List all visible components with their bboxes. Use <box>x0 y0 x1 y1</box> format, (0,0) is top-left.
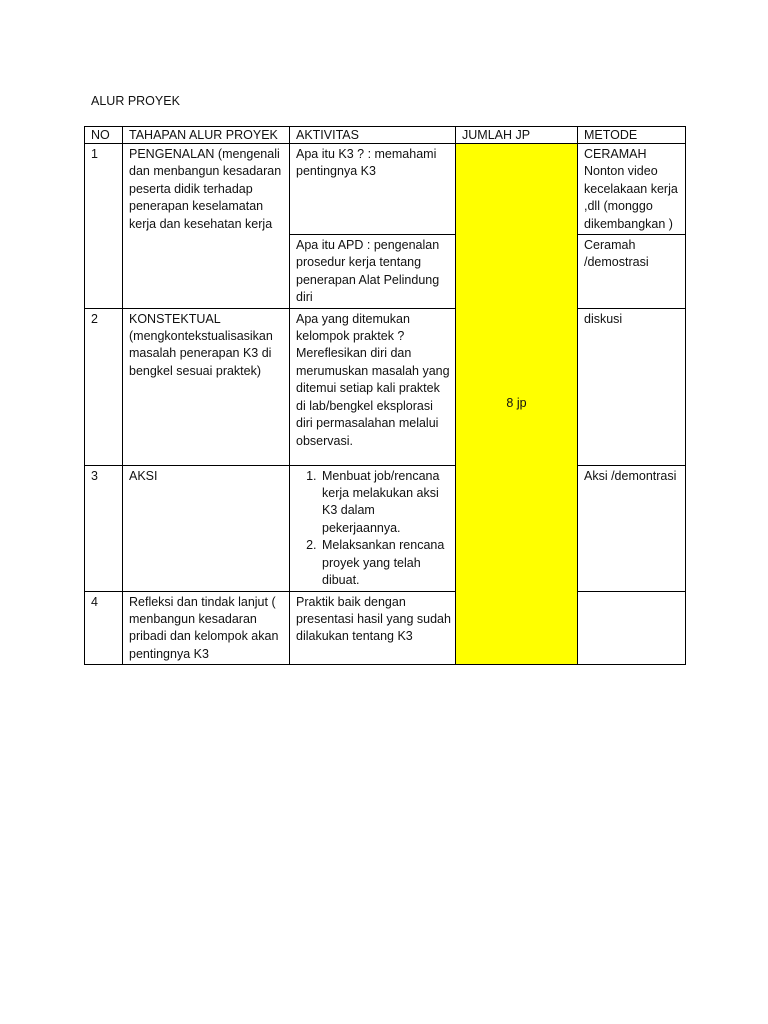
row-3-aktivitas <box>290 465 456 591</box>
row-1-aktivitas-b: Apa itu APD : pengenalan prosedur kerja tentang penerapan Alat Pelindung diri <box>290 235 456 309</box>
header-tahapan: TAHAPAN ALUR PROYEK <box>123 127 290 144</box>
row-2-tahapan: KONSTEKTUAL (mengkontekstualisasikan masalah penerapan K3 di bengkel sesuai praktek) <box>123 308 290 465</box>
header-jumlah-jp: JUMLAH JP <box>456 127 578 144</box>
row-3-aktivitas-list <box>296 468 451 590</box>
table-row <box>85 465 686 591</box>
row-1-tahapan: PENGENALAN (mengenali dan menbangun kesadaran peserta didik terhadap penerapan keselamatan kerja dan kesehatan kerja <box>123 144 290 309</box>
row-4-metode <box>578 591 686 665</box>
table-row <box>85 591 686 665</box>
project-flow-table <box>84 126 686 665</box>
row-3-metode: Aksi /demontrasi <box>578 465 686 591</box>
row-1-aktivitas-a: Apa itu K3 ? : memahami pentingnya K3 <box>290 144 456 235</box>
jumlah-jp-cell: 8 jp <box>456 144 578 665</box>
table-row <box>85 144 686 235</box>
header-no: NO <box>85 127 123 144</box>
list-item: 1. Menbuat job/rencana kerja melakukan aksi K3 dalam pekerjaannya. <box>320 468 451 538</box>
row-1-metode-a: CERAMAH Nonton video kecelakaan kerja ,dll (monggo dikembangkan ) <box>578 144 686 235</box>
document-title: ALUR PROYEK <box>91 94 180 108</box>
row-1-no: 1 <box>85 144 123 309</box>
header-metode: METODE <box>578 127 686 144</box>
row-3-tahapan: AKSI <box>123 465 290 591</box>
row-4-tahapan: Refleksi dan tindak lanjut ( menbangun kesadaran pribadi dan kelompok akan pentingnya K3 <box>123 591 290 665</box>
table-header-row <box>85 127 686 144</box>
table-row <box>85 308 686 465</box>
row-4-no: 4 <box>85 591 123 665</box>
row-1-metode-b: Ceramah /demostrasi <box>578 235 686 309</box>
header-aktivitas: AKTIVITAS <box>290 127 456 144</box>
row-2-aktivitas: Apa yang ditemukan kelompok praktek ? Mereflesikan diri dan merumuskan masalah yang ditemui setiap kali praktek di lab/bengkel eksplorasi diri permasalahan melalui observasi. <box>290 308 456 465</box>
list-item: 2. Melaksankan rencana proyek yang telah dibuat. <box>320 537 451 589</box>
row-4-aktivitas: Praktik baik dengan presentasi hasil yang sudah dilakukan tentang K3 <box>290 591 456 665</box>
row-2-metode: diskusi <box>578 308 686 465</box>
row-2-no: 2 <box>85 308 123 465</box>
row-3-no: 3 <box>85 465 123 591</box>
